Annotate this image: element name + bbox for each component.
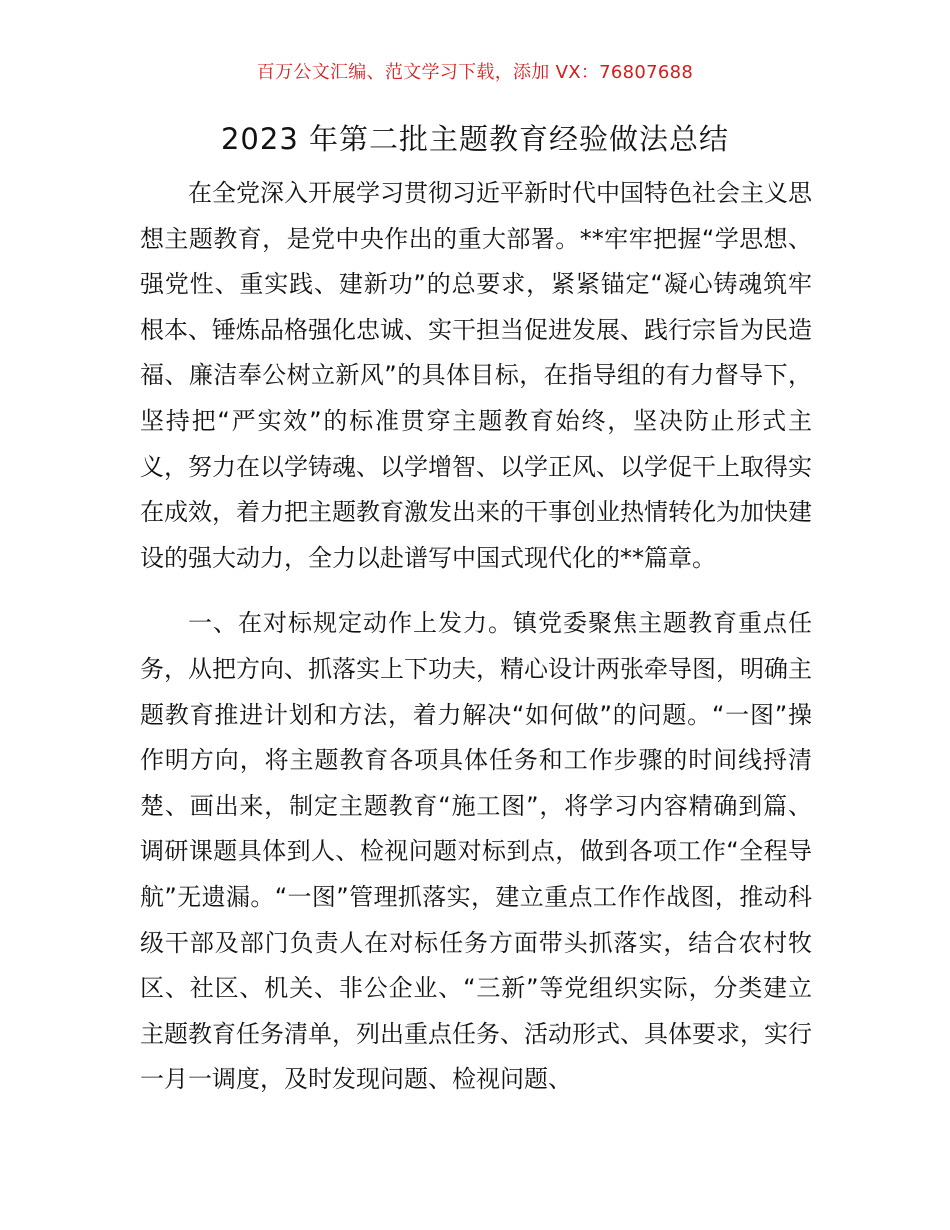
paragraph-section-one: 一、在对标规定动作上发力。镇党委聚焦主题教育重点任务，从把方向、抓落实上下功夫，精心设计两张牵导图，明确主题教育推进计划和方法，着力解决“如何做”的问题。“一图”操作明方向，将主题教育各项具体任务和工作步骤的时间线捋清楚、画出来，制定主题教育“施工图”，将学习内容精确到篇、调研课题具体到人、检视问题对标到点，做到各项工作“全程导航”无遗漏。“一图”管理抓落实，建立重点工作作战图，推动科级干部及部门负责人在对标任务方面带头抓落实，结合农村牧区、社区、机关、非公企业、“三新”等党组织实际，分类建立主题教育任务清单，列出重点任务、活动形式、具体要求，实行一月一调度，及时发现问题、检视问题、 <box>140 609 812 1094</box>
document-body <box>140 171 812 1103</box>
paragraph-intro: 在全党深入开展学习贯彻习近平新时代中国特色社会主义思想主题教育，是党中央作出的重大部署。**牢牢把握“学思想、强党性、重实践、建新功”的总要求，紧紧锚定“凝心铸魂筑牢根本、锤炼品格强化忠诚、实干担当促进发展、践行宗旨为民造福、廉洁奉公树立新风”的具体目标，在指导组的有力督导下，坚持把“严实效”的标准贯穿主题教育始终，坚决防止形式主义，努力在以学铸魂、以学增智、以学正风、以学促干上取得实在成效，着力把主题教育激发出来的干事创业热情转化为加快建设的强大动力，全力以赴谱写中国式现代化的**篇章。 <box>140 179 812 572</box>
document-title: 2023 年第二批主题教育经验做法总结 <box>220 122 730 156</box>
header-watermark-text: 百万公文汇编、范文学习下载，添加 VX：76807688 <box>256 62 694 83</box>
